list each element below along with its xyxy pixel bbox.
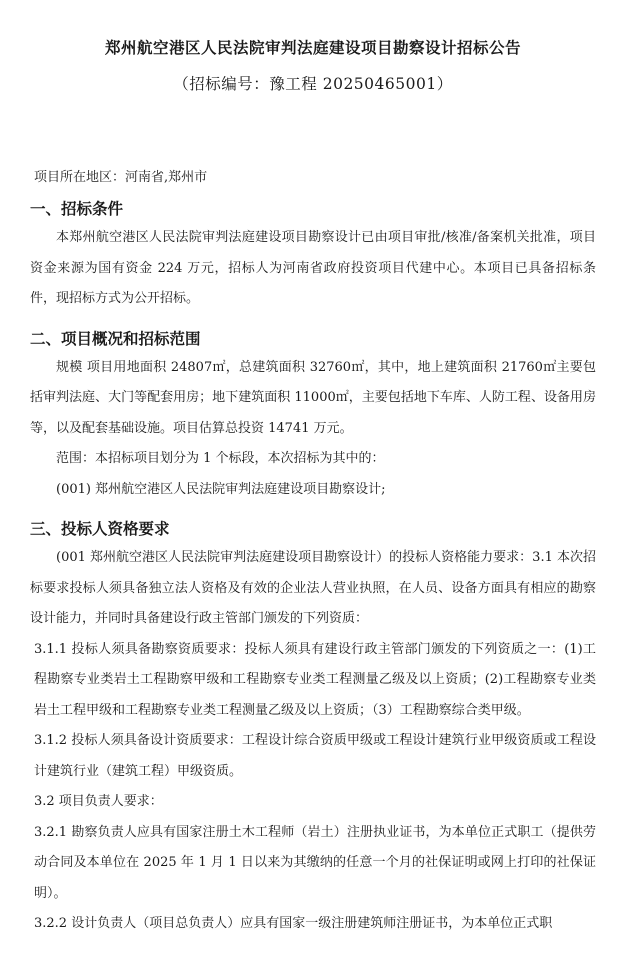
paragraph: 本郑州航空港区人民法院审判法庭建设项目勘察设计已由项目审批/核准/备案机关批准，项目资金来源为国有资金 224 万元，招标人为河南省政府投资项目代建中心。本项目已具备招标条件，现招标方式为公开招标。 [30,230,596,306]
section-heading-project-overview: 二、项目概况和招标范围 [30,329,201,348]
paragraph: 3.2.1 勘察负责人应具有国家注册土木工程师（岩土）注册执业证书，为本单位正式职工（提供劳动合同及本单位在 2025 年 1 月 1 日以来为其缴纳的任意一个月的社保证明或网上打印的社保证明）。 [34,824,596,901]
paragraph: 规模 项目用地面积 24807㎡，总建筑面积 32760㎡，其中，地上建筑面积 21760㎡主要包括审判法庭、大门等配套用房；地下建筑面积 11000㎡，主要包括地下车库、人防工程、设备用房等，以及配套基础设施。项目估算总投资 14741 万元。 [30,359,596,436]
paragraph: (001) 郑州航空港区人民法院审判法庭建设项目勘察设计; [56,481,386,497]
paragraph: 3.2 项目负责人要求： [34,794,163,809]
section-heading-tender-conditions: 一、招标条件 [30,200,124,218]
document-title: 郑州航空港区人民法院审判法庭建设项目勘察设计招标公告 [104,38,521,57]
paragraph: 3.1.1 投标人须具备勘察资质要求：投标人须具有建设行政主管部门颁发的下列资质之一：(1)工程勘察专业类岩土工程勘察甲级和工程勘察专业类工程测量乙级及以上资质；(2)工程勘察专业类岩土工程甲级和工程勘察专业类工程测量乙级及以上资质；（3）工程勘察综合类甲级。 [34,641,596,718]
section-heading-bidder-qualifications: 三、投标人资格要求 [30,520,170,538]
paragraph: 范围：本招标项目划分为 1 个标段，本次招标为其中的： [56,451,385,466]
paragraph: (001 郑州航空港区人民法院审判法庭建设项目勘察设计）的投标人资格能力要求：3.1 本次招标要求投标人须具备独立法人资格及有效的企业法人营业执照，在人员、设备方面具有相应的勘察设计能力，并同时具备建设行政主管部门颁发的下列资质： [30,550,596,626]
paragraph: 3.1.2 投标人须具备设计资质要求：工程设计综合资质甲级或工程设计建筑行业甲级资质或工程设计建筑行业（建筑工程）甲级资质。 [34,733,596,779]
paragraph: 3.2.2 设计负责人（项目总负责人）应具有国家一级注册建筑师注册证书，为本单位正式职 [34,916,553,931]
project-region: 项目所在地区：河南省,郑州市 [34,170,208,185]
tender-number: （招标编号：豫工程 20250465001） [173,75,453,93]
